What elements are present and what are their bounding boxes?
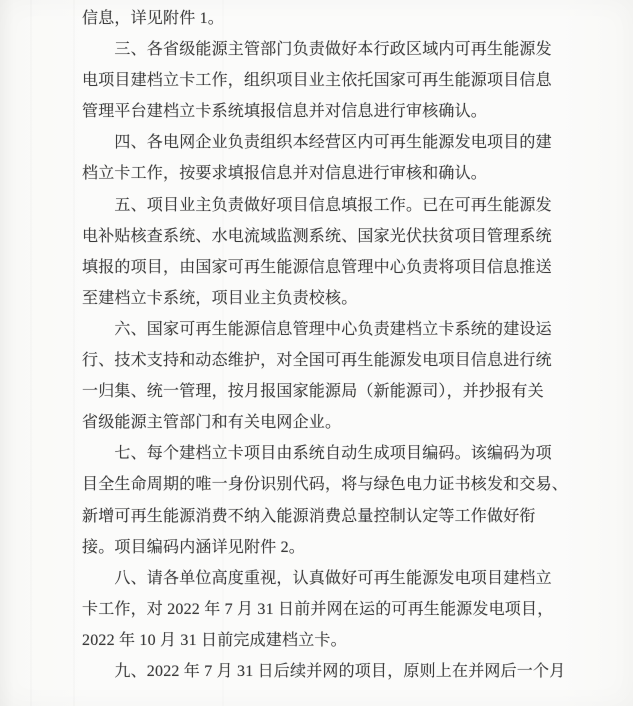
text-line: 七、每个建档立卡项目由系统自动生成项目编码。该编码为项 [114, 445, 552, 463]
text-line: 五、项目业主负责做好项目信息填报工作。已在可再生能源发 [114, 196, 552, 214]
text-line: 三、各省级能源主管部门负责做好本行政区域内可再生能源发 [114, 41, 552, 59]
text-line: 目全生命周期的唯一身份识别代码，将与绿色电力证书核发和交易、 [82, 476, 569, 494]
scan-streak [30, 0, 32, 706]
text-line: 电补贴核查系统、水电流域监测系统、国家光伏扶贫项目管理系统 [82, 227, 552, 245]
text-line: 四、各电网企业负责组织本经营区内可再生能源发电项目的建 [114, 134, 552, 152]
text-line: 省级能源主管部门和有关电网企业。 [82, 414, 342, 432]
document-body [82, 3, 569, 687]
text-line: 一归集、统一管理，按月报国家能源局（新能源司），并抄报有关 [82, 383, 544, 401]
text-line: 八、请各单位高度重视，认真做好可再生能源发电项目建档立 [114, 569, 552, 587]
text-line: 新增可再生能源消费不纳入能源消费总量控制认定等工作做好衔 [82, 507, 536, 525]
text-line: 卡工作，对 2022 年 7 月 31 日前并网在运的可再生能源发电项目， [82, 600, 554, 618]
text-line: 行、技术支持和动态维护，对全国可再生能源发电项目信息进行统 [82, 352, 552, 370]
text-line: 六、国家可再生能源信息管理中心负责建档立卡系统的建设运 [114, 320, 552, 338]
text-line: 至建档立卡系统，项目业主负责校核。 [82, 289, 358, 307]
text-line: 电项目建档立卡工作，组织项目业主依托国家可再生能源项目信息 [82, 72, 552, 90]
text-line: 信息，详见附件 1。 [82, 10, 225, 27]
text-line: 填报的项目，由国家可再生能源信息管理中心负责将项目信息推送 [82, 258, 552, 276]
scan-streak [73, 0, 75, 706]
text-line: 接。项目编码内涵详见附件 2。 [82, 538, 306, 556]
text-line: 九、2022 年 7 月 31 日后续并网的项目，原则上在并网后一个月 [114, 662, 566, 680]
text-line: 档立卡工作，按要求填报信息并对信息进行审核和确认。 [82, 165, 488, 183]
text-line: 2022 年 10 月 31 日前完成建档立卡。 [82, 631, 347, 649]
text-line: 管理平台建档立卡系统填报信息并对信息进行审核确认。 [82, 103, 488, 121]
